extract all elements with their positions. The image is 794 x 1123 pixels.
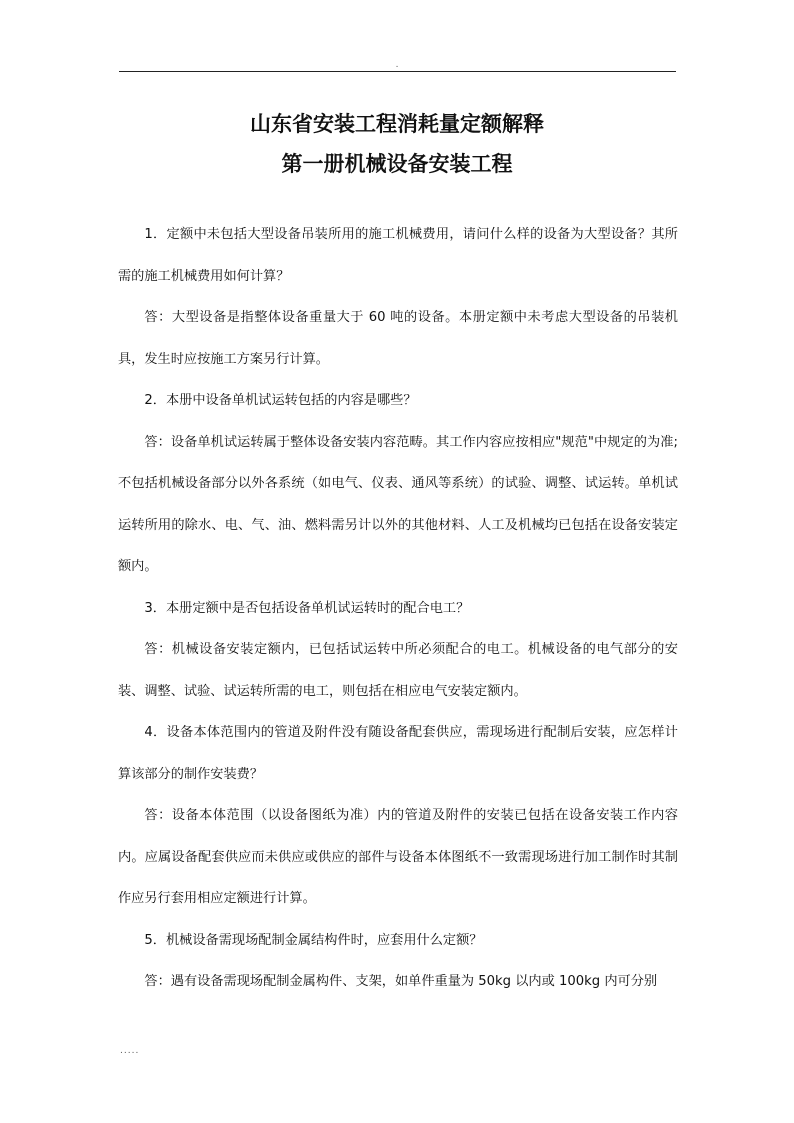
title-block (0, 104, 794, 184)
document-subtitle: 第一册机械设备安装工程 (281, 152, 513, 176)
question-5: 5．机械设备需现场配制金属结构件时，应套用什么定额？ (144, 932, 483, 948)
answer-2: 答：设备单机试运转属于整体设备安装内容范畴。其工作内容应按相应"规范"中规定的为准;不包括机械设备部分以外各系统（如电气、仪表、通风等系统）的试验、调整、试运转。单机试运转所用的除水、电、气、油、燃料需另计以外的其他材料、人工及机械均已包括在设备安装定额内。 (118, 434, 678, 574)
answer-5: 答：遇有设备需现场配制金属构件、支架，如单件重量为 50kg 以内或 100kg 内可分别 (144, 974, 658, 989)
question-4: 4．设备本体范围内的管道及附件没有随设备配套供应，需现场进行配制后安装，应怎样计算该部分的制作安装费？ (118, 725, 678, 782)
question-2: 2．本册中设备单机试运转包括的内容是哪些？ (144, 393, 417, 408)
header-mark: . (395, 60, 399, 70)
header-rule (119, 71, 676, 72)
document-body (118, 214, 678, 1003)
answer-3: 答：机械设备安装定额内，已包括试运转中所必须配合的电工。机械设备的电气部分的安装、调整、试验、试运转所需的电工，则包括在相应电气安装定额内。 (118, 642, 678, 699)
answer-4: 答：设备本体范围（以设备图纸为准）内的管道及附件的安装已包括在设备安装工作内容内。应属设备配套供应而未供应或供应的部件与设备本体图纸不一致需现场进行加工制作时其制作应另行套用相应定额进行计算。 (118, 808, 678, 906)
question-3: 3．本册定额中是否包括设备单机试运转时的配合电工？ (144, 600, 470, 616)
footer-mark: ..... (120, 1046, 140, 1056)
question-1: 1．定额中未包括大型设备吊装所用的施工机械费用，请问什么样的设备为大型设备？其所需的施工机械费用如何计算？ (118, 227, 678, 284)
answer-1: 答：大型设备是指整体设备重量大于 60 吨的设备。本册定额中未考虑大型设备的吊装机具，发生时应按施工方案另行计算。 (118, 310, 678, 367)
document-title: 山东省安装工程消耗量定额解释 (250, 112, 544, 136)
